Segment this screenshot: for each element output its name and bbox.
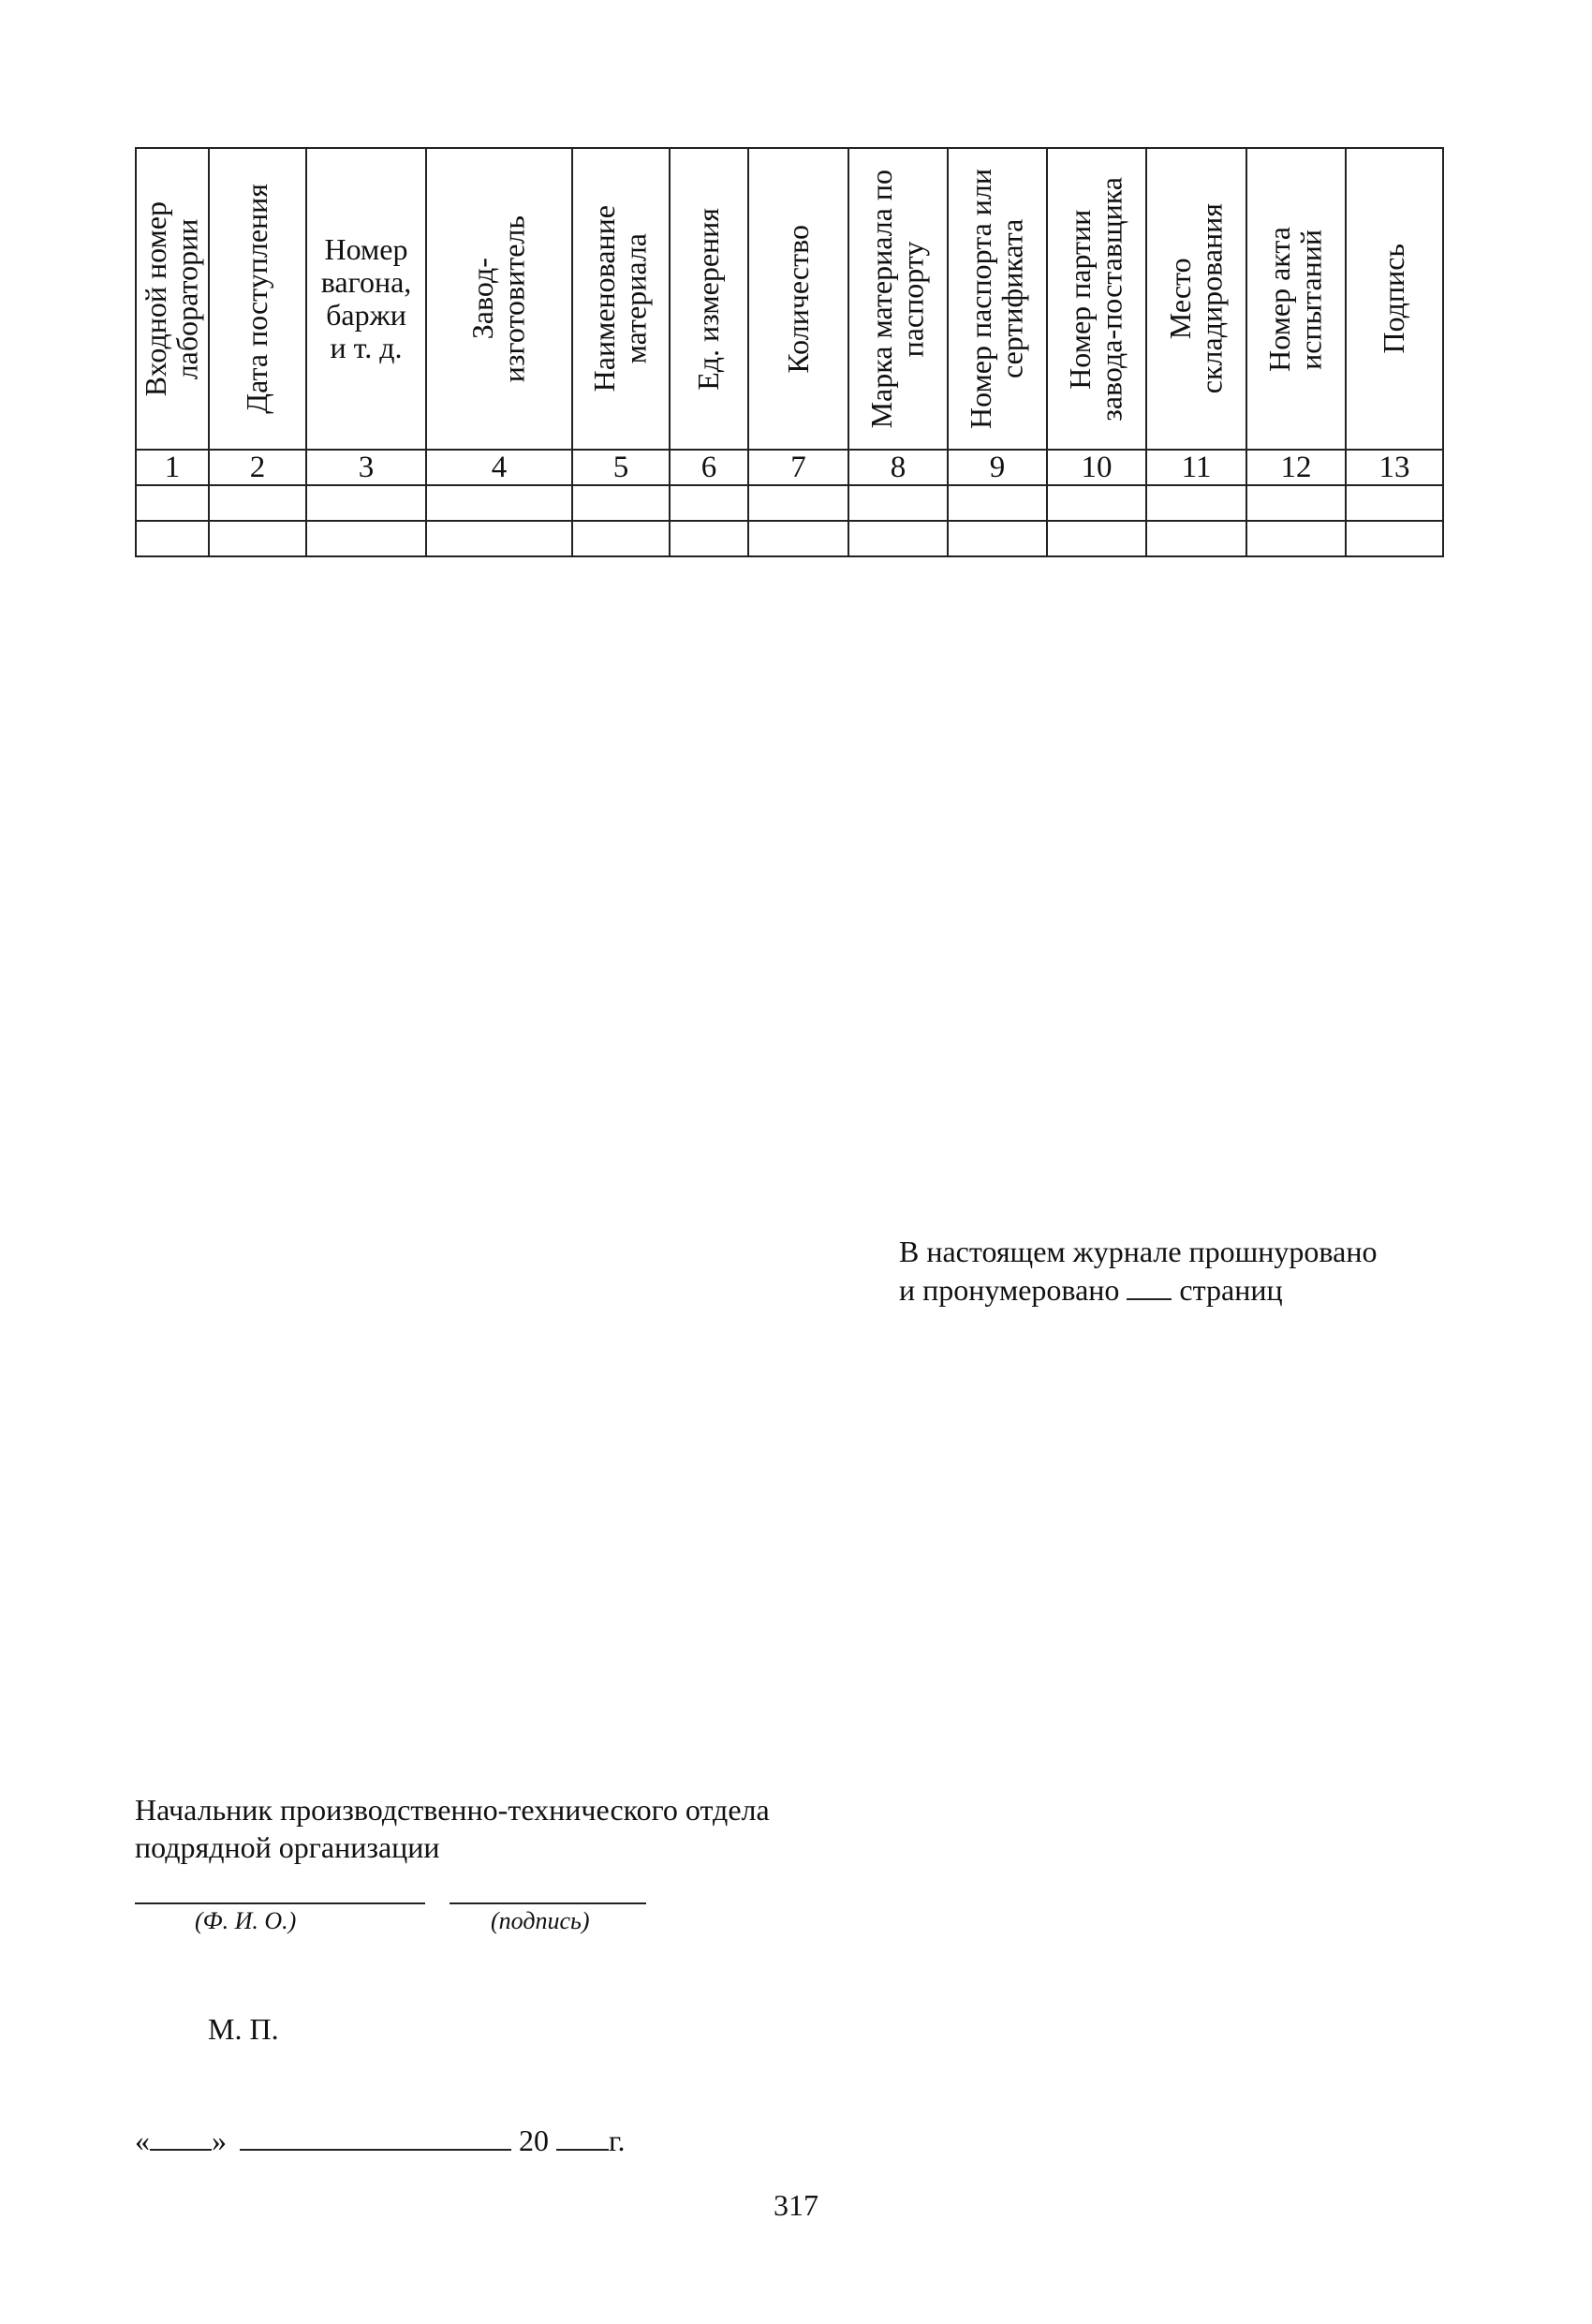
table-cell: [426, 485, 572, 521]
signatory-title-line-1: Начальник производственно-технического отдела: [135, 1793, 770, 1827]
table-cell: [1346, 485, 1443, 521]
header-text: Завод- изготовитель: [465, 215, 531, 383]
signature-line: [450, 1902, 646, 1904]
binding-note-post: страниц: [1179, 1273, 1283, 1307]
header-cell: [670, 148, 748, 450]
header-cell: [848, 148, 948, 450]
table-cell: [848, 485, 948, 521]
table-cell: [748, 485, 848, 521]
date-line: [135, 2121, 626, 2158]
table-cell: [306, 485, 426, 521]
year-blank: [556, 2121, 609, 2151]
header-cell: [1346, 148, 1443, 450]
table-cell: [1246, 521, 1346, 556]
header-text: Подпись: [1377, 244, 1411, 354]
header-text: Входной номер лаборатории: [139, 200, 204, 397]
column-number: 10: [1047, 450, 1146, 485]
table-cell: [748, 521, 848, 556]
header-cell: [1246, 148, 1346, 450]
header-text: Номер партии завода-поставщика: [1063, 176, 1128, 422]
table-cell: [1146, 485, 1246, 521]
table-cell: [572, 521, 670, 556]
column-number: 6: [670, 450, 748, 485]
column-number: 3: [306, 450, 426, 485]
header-cell: [426, 148, 572, 450]
page-count-blank: [1127, 1270, 1172, 1300]
column-number: 11: [1146, 450, 1246, 485]
month-blank: [240, 2121, 511, 2151]
table-cell: [136, 485, 209, 521]
binding-note: [899, 1233, 1555, 1309]
table-cell: [209, 521, 306, 556]
header-text: Номер вагона, баржи и т. д.: [320, 231, 412, 365]
fio-line: [135, 1902, 425, 1904]
table-cell: [136, 521, 209, 556]
table-cell: [209, 485, 306, 521]
journal-table: [135, 147, 1444, 557]
header-text: Марка материала по паспорту: [864, 169, 930, 429]
table-cell: [670, 521, 748, 556]
table-cell: [306, 521, 426, 556]
signatory-title: [135, 1791, 770, 1866]
header-cell: [136, 148, 209, 450]
table-cell: [572, 485, 670, 521]
header-text: Ед. измерения: [691, 207, 726, 391]
header-text: Дата поступления: [240, 184, 274, 414]
header-cell: [1047, 148, 1146, 450]
column-number: 7: [748, 450, 848, 485]
header-cell: [306, 148, 426, 450]
header-cell: [948, 148, 1047, 450]
header-text: Номер акта испытаний: [1262, 226, 1328, 372]
table-cell: [1246, 485, 1346, 521]
year-suffix: г.: [609, 2124, 626, 2157]
header-text: Место складирования: [1162, 203, 1229, 394]
column-number-row: [136, 450, 1443, 485]
column-number: 2: [209, 450, 306, 485]
year-prefix: 20: [519, 2124, 549, 2157]
column-number: 1: [136, 450, 209, 485]
table-cell: [1146, 521, 1246, 556]
header-cell: [748, 148, 848, 450]
date-close-quote: »: [212, 2124, 227, 2157]
binding-note-pre: и пронумеровано: [899, 1273, 1120, 1307]
header-text: Номер паспорта или сертификата: [964, 169, 1029, 429]
table-cell: [1346, 521, 1443, 556]
table-cell: [426, 521, 572, 556]
page-number: 317: [774, 2188, 818, 2222]
column-number: 12: [1246, 450, 1346, 485]
signatory-title-line-2: подрядной организации: [135, 1830, 440, 1864]
table-cell: [670, 485, 748, 521]
column-number: 8: [848, 450, 948, 485]
column-number: 5: [572, 450, 670, 485]
signature-caption: (подпись): [491, 1907, 590, 1934]
date-open-quote: «: [135, 2124, 150, 2157]
table-cell: [948, 521, 1047, 556]
table-cell: [948, 485, 1047, 521]
table-cell: [1047, 485, 1146, 521]
day-blank: [150, 2121, 212, 2151]
header-row: [136, 148, 1443, 450]
header-text: Наименование материала: [587, 205, 653, 392]
header-cell: [1146, 148, 1246, 450]
table-row: [136, 485, 1443, 521]
binding-note-line-2: [899, 1270, 1555, 1309]
header-cell: [572, 148, 670, 450]
column-number: 9: [948, 450, 1047, 485]
header-text: Количество: [780, 224, 815, 374]
stamp-placeholder: М. П.: [208, 2012, 279, 2046]
column-number: 13: [1346, 450, 1443, 485]
table-cell: [1047, 521, 1146, 556]
table-cell: [848, 521, 948, 556]
column-number: 4: [426, 450, 572, 485]
table-row: [136, 521, 1443, 556]
binding-note-line-1: В настоящем журнале прошнуровано: [899, 1235, 1378, 1268]
header-cell: [209, 148, 306, 450]
fio-caption: (Ф. И. О.): [195, 1907, 297, 1934]
